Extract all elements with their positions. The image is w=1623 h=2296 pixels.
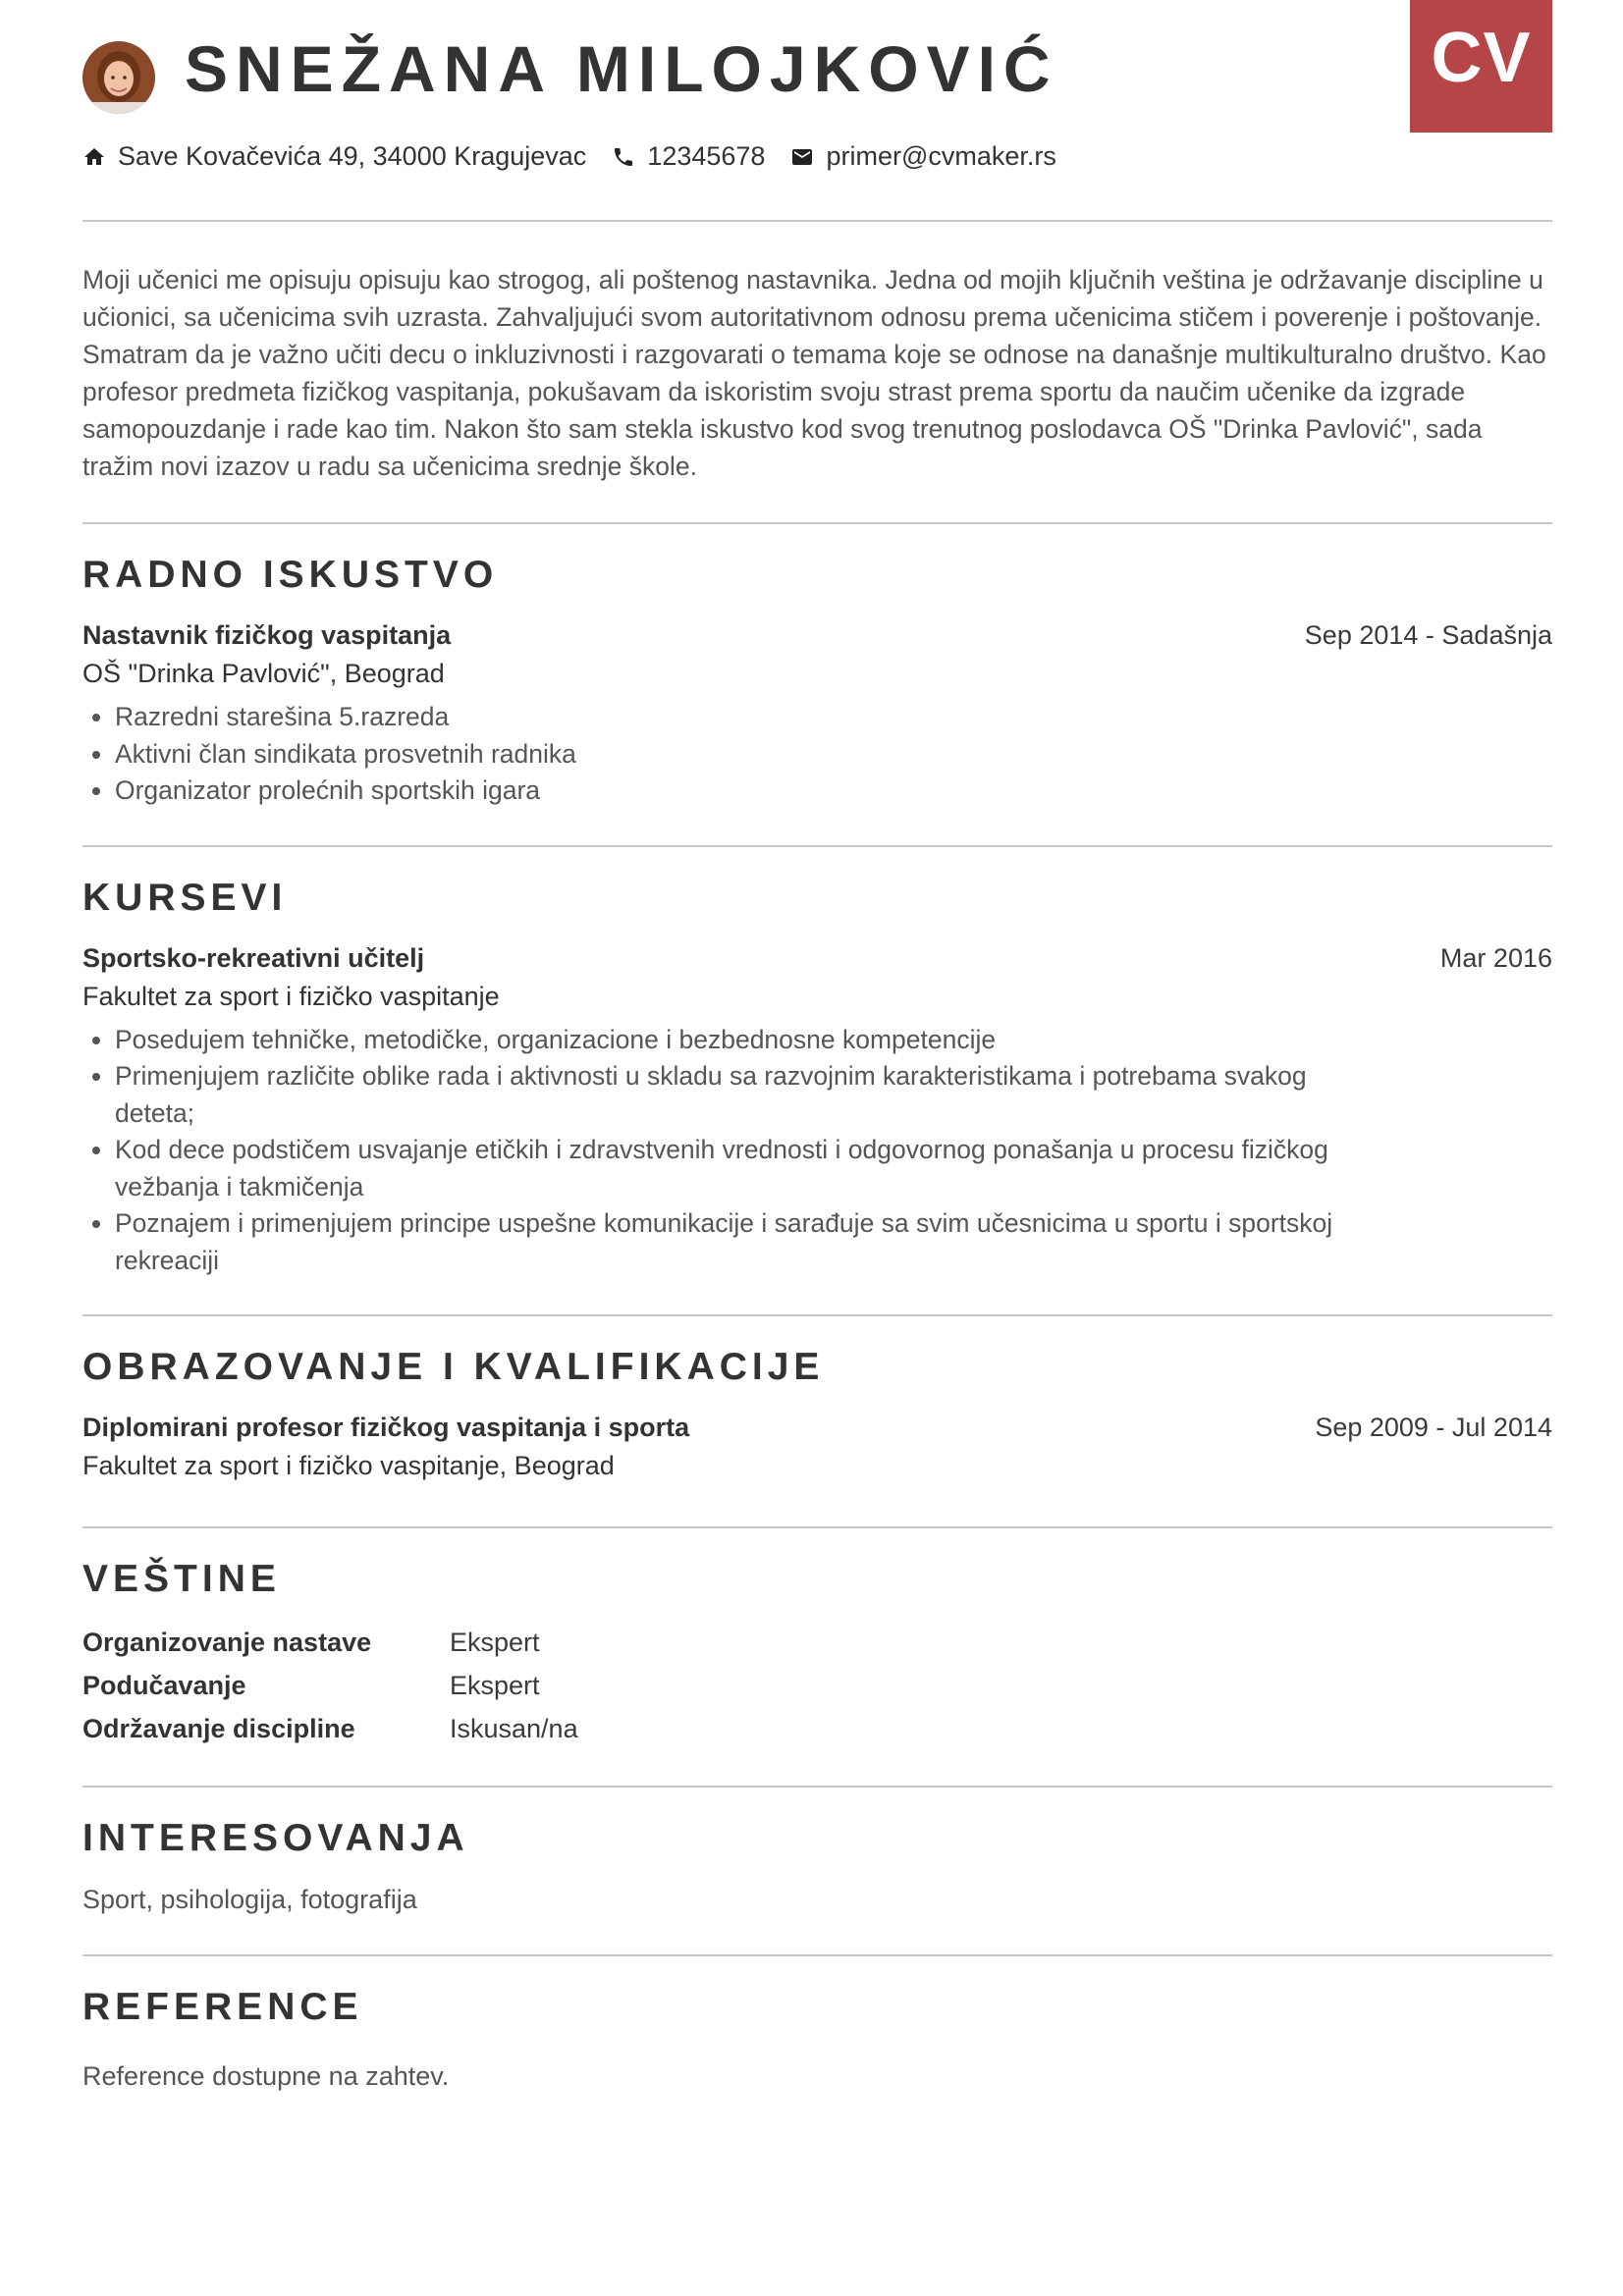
full-name: SNEŽANA MILOJKOVIĆ (185, 32, 1058, 105)
skill-name: Podučavanje (82, 1671, 246, 1700)
section-title-education: OBRAZOVANJE I KVALIFIKACIJE (82, 1346, 825, 1388)
course-title: Sportsko-rekreativni učitelj (82, 942, 425, 973)
list-item: • Poznajem i primenjujem principe uspešne komunikacije i sarađuje sa svim učesnicima u sportu i sportskoj rekreaciji (115, 1205, 1352, 1279)
divider (82, 220, 1552, 222)
section-title-interests: INTERESOVANJA (82, 1817, 469, 1859)
list-item: • Razredni starešina 5.razreda (115, 699, 1352, 736)
education-section (82, 1344, 1552, 1526)
phone-icon (612, 145, 635, 169)
skills-list (82, 1621, 1552, 1750)
section-title-experience: RADNO ISKUSTVO (82, 554, 499, 596)
email-link[interactable]: primer@cvmaker.rs (826, 141, 1056, 171)
contact-address (82, 141, 586, 172)
education-entry-head (82, 1409, 1552, 1446)
skill-level: Ekspert (450, 1671, 540, 1700)
courses-section (82, 875, 1552, 1315)
experience-bullets (82, 699, 1352, 810)
education-organization: Fakultet za sport i fizičko vaspitanje, Beograd (82, 1451, 615, 1480)
references-section (82, 1984, 1552, 2131)
divider (82, 1786, 1552, 1788)
course-date: Mar 2016 (1439, 942, 1552, 973)
section-title-references: REFERENCE (82, 1986, 363, 2028)
list-item: • Primenjujem različite oblike rada i aktivnosti u skladu sa razvojnim karakteristikama i potrebama svakog deteta; (115, 1058, 1352, 1132)
skill-level: Iskusan/na (450, 1714, 578, 1743)
divider (82, 1314, 1552, 1316)
avatar (82, 41, 155, 114)
mail-icon (790, 145, 814, 169)
divider (82, 845, 1552, 847)
skill-row (82, 1621, 1552, 1664)
cv-badge: CV (1410, 0, 1552, 133)
resume-page (82, 0, 1552, 2131)
divider (82, 1954, 1552, 1956)
job-date: Sep 2014 - Sadašnja (1304, 620, 1552, 650)
list-item: • Aktivni član sindikata prosvetnih radnika (115, 736, 1352, 774)
course-organization: Fakultet za sport i fizičko vaspitanje (82, 981, 500, 1011)
phone-text: 12345678 (647, 141, 766, 171)
list-item: • Posedujem tehničke, metodičke, organizacione i bezbednosne kompetencije (115, 1022, 1352, 1059)
skill-name: Organizovanje nastave (82, 1628, 372, 1657)
divider (82, 522, 1552, 524)
summary-paragraph: Moji učenici me opisuju opisuju kao strogog, ali poštenog nastavnika. Jedna od mojih ključnih veština je održavanje discipline u učionici, sa učenicima svih uzrasta. Zahvaljujući svom autoritativnom odnosu prema učenicima stičem i poverenje i poštovanje. Smatram da je važno učiti decu o inkluzivnosti i razgovarati o temama koje se odnose na današnje multikulturalno društvo. Kao profesor predmeta fizičkog vaspitanja, pokušavam da iskoristim svoju strast prema sportu da naučim učenike da izgrade samopouzdanje i rade kao tim. Nakon što sam stekla iskustvo kod svog trenutnog poslodavca OŠ "Drinka Pavlović", sada tražim novi izazov u radu sa učenicima srednje škole. (82, 265, 1546, 481)
job-organization: OŠ "Drinka Pavlović", Beograd (82, 659, 445, 688)
skill-name: Održavanje discipline (82, 1714, 355, 1743)
job-title: Nastavnik fizičkog vaspitanja (82, 620, 452, 650)
skills-section (82, 1556, 1552, 1786)
home-icon (82, 145, 106, 169)
education-date: Sep 2009 - Jul 2014 (1315, 1413, 1552, 1442)
skill-row (82, 1664, 1552, 1707)
interests-section (82, 1815, 1552, 1954)
section-title-skills: VEŠTINE (82, 1558, 281, 1600)
skill-row (82, 1707, 1552, 1750)
experience-section (82, 552, 1552, 845)
contact-email (790, 141, 1055, 172)
list-item: • Organizator prolećnih sportskih igara (115, 773, 1352, 810)
skill-level: Ekspert (450, 1628, 540, 1657)
degree-title: Diplomirani profesor fizičkog vaspitanja i sporta (82, 1413, 690, 1442)
contact-phone (612, 141, 765, 172)
header (82, 0, 1552, 220)
address-text: Save Kovačevića 49, 34000 Kragujevac (118, 141, 587, 171)
divider (82, 1526, 1552, 1528)
interests-text: Sport, psihologija, fotografija (82, 1885, 417, 1914)
course-bullets (82, 1022, 1352, 1280)
experience-entry-head (82, 616, 1552, 654)
section-title-courses: KURSEVI (82, 876, 288, 919)
course-entry-head (82, 939, 1552, 977)
list-item: • Kod dece podstičem usvajanje etičkih i zdravstvenih vrednosti i odgovornog ponašanja u procesu fizičkog vežbanja i takmičenja (115, 1132, 1352, 1205)
contact-row (82, 141, 1082, 172)
references-text: Reference dostupne na zahtev. (82, 2061, 450, 2091)
